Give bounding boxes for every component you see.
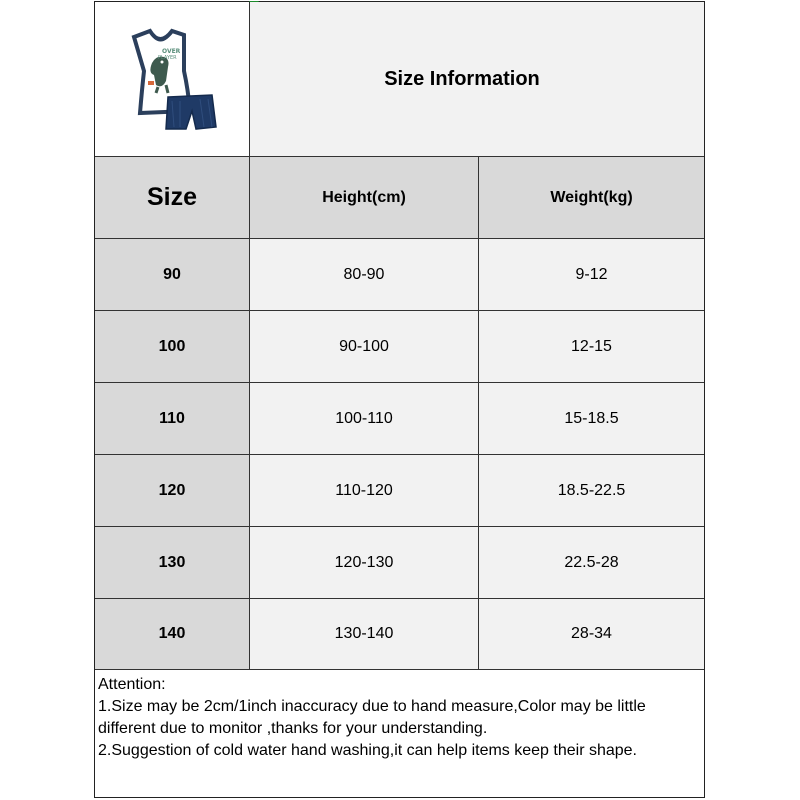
note-line-2: 2.Suggestion of cold water hand washing,it can help items keep their shape. xyxy=(98,742,637,759)
size-cell xyxy=(95,454,249,526)
weight-value: 28-34 xyxy=(571,625,612,642)
product-image-cell xyxy=(95,2,249,156)
column-header-size xyxy=(95,156,249,238)
height-cell xyxy=(249,310,478,382)
size-cell xyxy=(95,238,249,310)
size-cell xyxy=(95,526,249,598)
height-value: 130-140 xyxy=(334,625,394,642)
size-value: 140 xyxy=(158,625,186,642)
height-cell xyxy=(249,382,478,454)
weight-cell xyxy=(478,382,704,454)
column-header-height-label: Height(cm) xyxy=(322,188,406,206)
column-header-height xyxy=(249,156,478,238)
size-value: 130 xyxy=(158,553,186,571)
height-cell xyxy=(249,598,478,669)
product-image xyxy=(112,19,232,139)
weight-value: 12-15 xyxy=(571,337,612,355)
weight-cell xyxy=(478,526,704,598)
weight-cell xyxy=(478,238,704,310)
size-value: 120 xyxy=(158,481,186,499)
size-chart xyxy=(94,1,705,798)
size-cell xyxy=(95,598,249,669)
size-value: 110 xyxy=(159,409,185,427)
page-title-cell xyxy=(249,2,704,156)
weight-value: 9-12 xyxy=(575,265,608,283)
shirt-print-text: PLAYER xyxy=(158,55,177,61)
weight-value: 15-18.5 xyxy=(564,409,619,427)
column-header-size-label: Size xyxy=(146,183,198,211)
weight-cell xyxy=(478,310,704,382)
size-cell xyxy=(95,310,249,382)
shirt-print-text: OVER xyxy=(162,48,181,55)
weight-cell xyxy=(478,454,704,526)
column-header-weight xyxy=(478,156,704,238)
height-value: 110-120 xyxy=(335,481,393,499)
weight-value: 22.5-28 xyxy=(564,553,619,571)
column-header-weight-label: Weight(kg) xyxy=(550,188,633,206)
attention-notes xyxy=(95,669,704,797)
height-value: 100-110 xyxy=(335,409,393,427)
height-cell xyxy=(249,454,478,526)
size-value: 90 xyxy=(163,265,181,283)
weight-value: 18.5-22.5 xyxy=(557,481,626,499)
height-value: 120-130 xyxy=(334,553,394,571)
height-cell xyxy=(249,526,478,598)
note-line-1-continued: different due to monitor ,thanks for your understanding. xyxy=(98,720,488,737)
size-value: 100 xyxy=(158,337,186,355)
size-cell xyxy=(95,382,249,454)
note-line-1: 1.Size may be 2cm/1inch inaccuracy due to hand measure,Color may be little xyxy=(98,698,646,715)
height-value: 80-90 xyxy=(343,265,385,283)
height-value: 90-100 xyxy=(339,337,389,355)
weight-cell xyxy=(478,598,704,669)
page-title: Size Information xyxy=(384,67,540,90)
notes-heading: Attention: xyxy=(98,676,166,693)
height-cell xyxy=(249,238,478,310)
